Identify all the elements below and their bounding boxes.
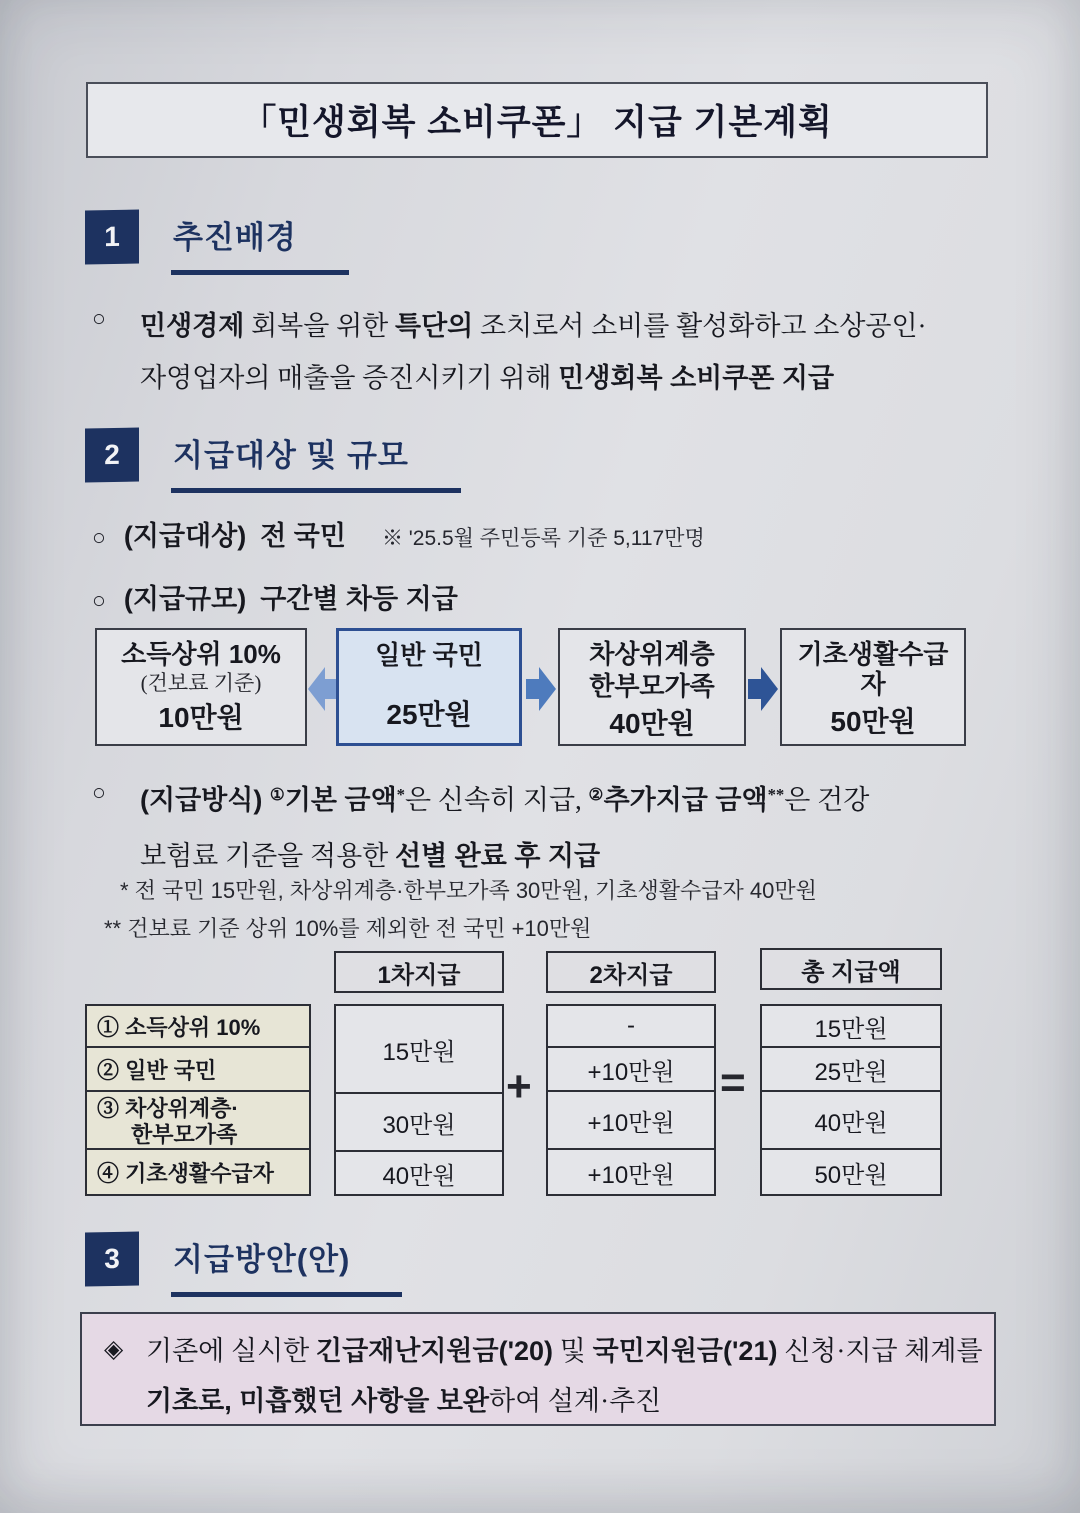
text-run: 긴급재난지원금('20) — [316, 1336, 554, 1366]
table-cell: 40만원 — [762, 1092, 940, 1150]
text-run: ** — [767, 784, 785, 804]
payment-scale-line — [92, 577, 472, 616]
table-row-label — [87, 1092, 309, 1150]
text-run: 회복을 위한 — [244, 311, 395, 341]
footnotes — [104, 872, 817, 948]
text-run: 기존에 실시한 — [146, 1336, 316, 1366]
table-row-label — [87, 1006, 309, 1048]
tier-box-text — [786, 640, 960, 700]
table-row-labels — [85, 1004, 311, 1196]
text-run: ① — [269, 784, 285, 804]
text-run: 신청·지급 체계를 — [777, 1336, 983, 1366]
text-run: 보험료 기준을 적용한 — [140, 841, 395, 871]
note-line — [146, 1326, 983, 1376]
tier-box-text — [589, 640, 715, 702]
table-column-first-payment — [334, 1004, 504, 1196]
table-cell: 40만원 — [382, 1162, 456, 1190]
tier-title: 일반 국민 — [375, 640, 483, 670]
tier-amount: 10만원 — [158, 702, 244, 734]
section1-header — [85, 210, 349, 275]
target-note: ※ '25.5월 주민등록 기준 5,117만명 — [381, 527, 705, 550]
section2-number-badge: 2 — [85, 428, 139, 483]
text-run: (지급방식) — [140, 785, 270, 815]
table-header-total: 총 지급액 — [760, 948, 942, 990]
footnote-1: * 전 국민 15만원, 차상위계층·한부모가족 30만원, 기초생활수급자 40만원 — [120, 878, 817, 903]
table-cell: 15만원 — [762, 1006, 940, 1048]
text-run: 특단의 — [395, 311, 474, 341]
scale-label: (지급규모) — [123, 584, 247, 614]
table-header-first-payment: 1차지급 — [334, 951, 504, 993]
circle-bullet-icon: ○ — [92, 306, 106, 331]
text-run: 추가지급 금액 — [603, 785, 768, 815]
tier-box-basic-livelihood — [780, 628, 966, 746]
target-value: 전 국민 — [260, 521, 346, 551]
text-run: 민생경제 — [140, 311, 245, 341]
table-cell: +10만원 — [587, 1161, 675, 1189]
tier-subtitle: (건보료 기준) — [140, 670, 262, 695]
arrow-right-icon — [748, 666, 778, 712]
section1-number-badge: 1 — [85, 210, 139, 265]
tier-box-near-poverty — [558, 628, 746, 746]
table-row-label — [87, 1048, 309, 1092]
circle-bullet-icon: ○ — [92, 780, 106, 805]
payment-target-line — [92, 514, 705, 553]
tier-title: 기초생활수급자 — [797, 639, 949, 699]
text-run: 자영업자의 매출을 증진시키기 위해 — [140, 363, 559, 393]
payment-method-paragraph — [92, 774, 1012, 882]
text-run: 및 — [553, 1336, 593, 1366]
tier-amount: 25만원 — [386, 699, 472, 730]
section3-title: 지급방안(안) — [171, 1232, 402, 1297]
arrow-left-icon — [308, 666, 338, 712]
table-cell: 25만원 — [762, 1048, 940, 1092]
arrow-right-icon — [526, 666, 556, 712]
document-title-box — [88, 84, 986, 156]
circle-bullet-icon: ○ — [92, 588, 106, 613]
table-cell: +10만원 — [548, 1048, 714, 1092]
plus-operator: + — [506, 1062, 532, 1111]
text-run: 기본 금액 — [284, 785, 397, 815]
diamond-bullet-icon: ◈ — [104, 1336, 124, 1363]
table-cell: - — [548, 1006, 714, 1048]
table-row-label — [87, 1150, 309, 1194]
target-label: (지급대상) — [123, 521, 247, 551]
paragraph-line — [140, 300, 1012, 352]
text-run: 하여 설계·추진 — [489, 1386, 662, 1416]
text-run: 기초로, 미흡했던 사항을 보완 — [146, 1386, 489, 1416]
tier-title: 차상위계층 — [589, 639, 715, 669]
arrow-head — [539, 667, 556, 711]
row-label-text: ② 일반 국민 — [97, 1057, 217, 1083]
section1-title: 추진배경 — [171, 210, 349, 275]
plan-note-box — [80, 1312, 996, 1426]
section1-paragraph — [92, 300, 1012, 404]
table-column-total — [760, 1004, 942, 1196]
text-run: 국민지원금('21) — [592, 1336, 778, 1366]
row-label-text: ① 소득상위 10% — [97, 1014, 261, 1040]
arrow-tail — [748, 679, 761, 699]
table-header-second-payment: 2차지급 — [546, 951, 716, 993]
row-label-text: ③ 차상위계층· — [97, 1096, 239, 1122]
text-run: ② — [588, 784, 604, 804]
paragraph-line — [140, 774, 1012, 830]
text-run: * — [396, 784, 406, 804]
text-run: 조치로서 소비를 활성화하고 소상공인· — [473, 311, 927, 341]
table-cell: 15만원 — [336, 1006, 502, 1094]
circle-bullet-icon: ○ — [92, 525, 106, 550]
row-label-text: 한부모가족 — [131, 1122, 238, 1148]
scale-value: 구간별 차등 지급 — [260, 584, 458, 614]
tier-box-top10 — [95, 628, 307, 746]
tier-amount: 40만원 — [609, 708, 695, 740]
arrow-head — [761, 667, 778, 711]
tier-box-text — [375, 641, 483, 671]
footnote-2: ** 건보료 기준 상위 10%를 제외한 전 국민 +10만원 — [104, 916, 592, 941]
text-run: 민생회복 소비쿠폰 지급 — [558, 363, 835, 393]
text-run: 선별 완료 후 지급 — [395, 841, 601, 871]
tier-subtitle: 한부모가족 — [589, 670, 715, 701]
tier-title: 소득상위 10% — [121, 639, 281, 669]
section3-number-badge: 3 — [85, 1232, 139, 1287]
table-cell: 50만원 — [814, 1161, 888, 1189]
table-cell: +10만원 — [548, 1092, 714, 1150]
paragraph-line — [140, 352, 1012, 404]
section2-title: 지급대상 및 규모 — [171, 428, 461, 493]
equals-operator: = — [720, 1058, 746, 1107]
arrow-head — [308, 667, 325, 711]
tier-amount: 50만원 — [830, 705, 916, 737]
arrow-tail — [526, 679, 539, 699]
text-run: 은 건강 — [784, 785, 870, 815]
text-run: 은 신속히 지급, — [405, 785, 589, 815]
section3-header — [85, 1232, 402, 1297]
tier-box-general — [336, 628, 522, 746]
section2-header — [85, 428, 461, 493]
row-label-text: ④ 기초생활수급자 — [97, 1160, 274, 1186]
table-column-second-payment — [546, 1004, 716, 1196]
document-title: 「민생회복 소비쿠폰」 지급 기본계획 — [241, 103, 833, 142]
tier-box-text — [121, 640, 281, 696]
note-line — [146, 1376, 976, 1426]
table-cell: 30만원 — [336, 1094, 502, 1152]
